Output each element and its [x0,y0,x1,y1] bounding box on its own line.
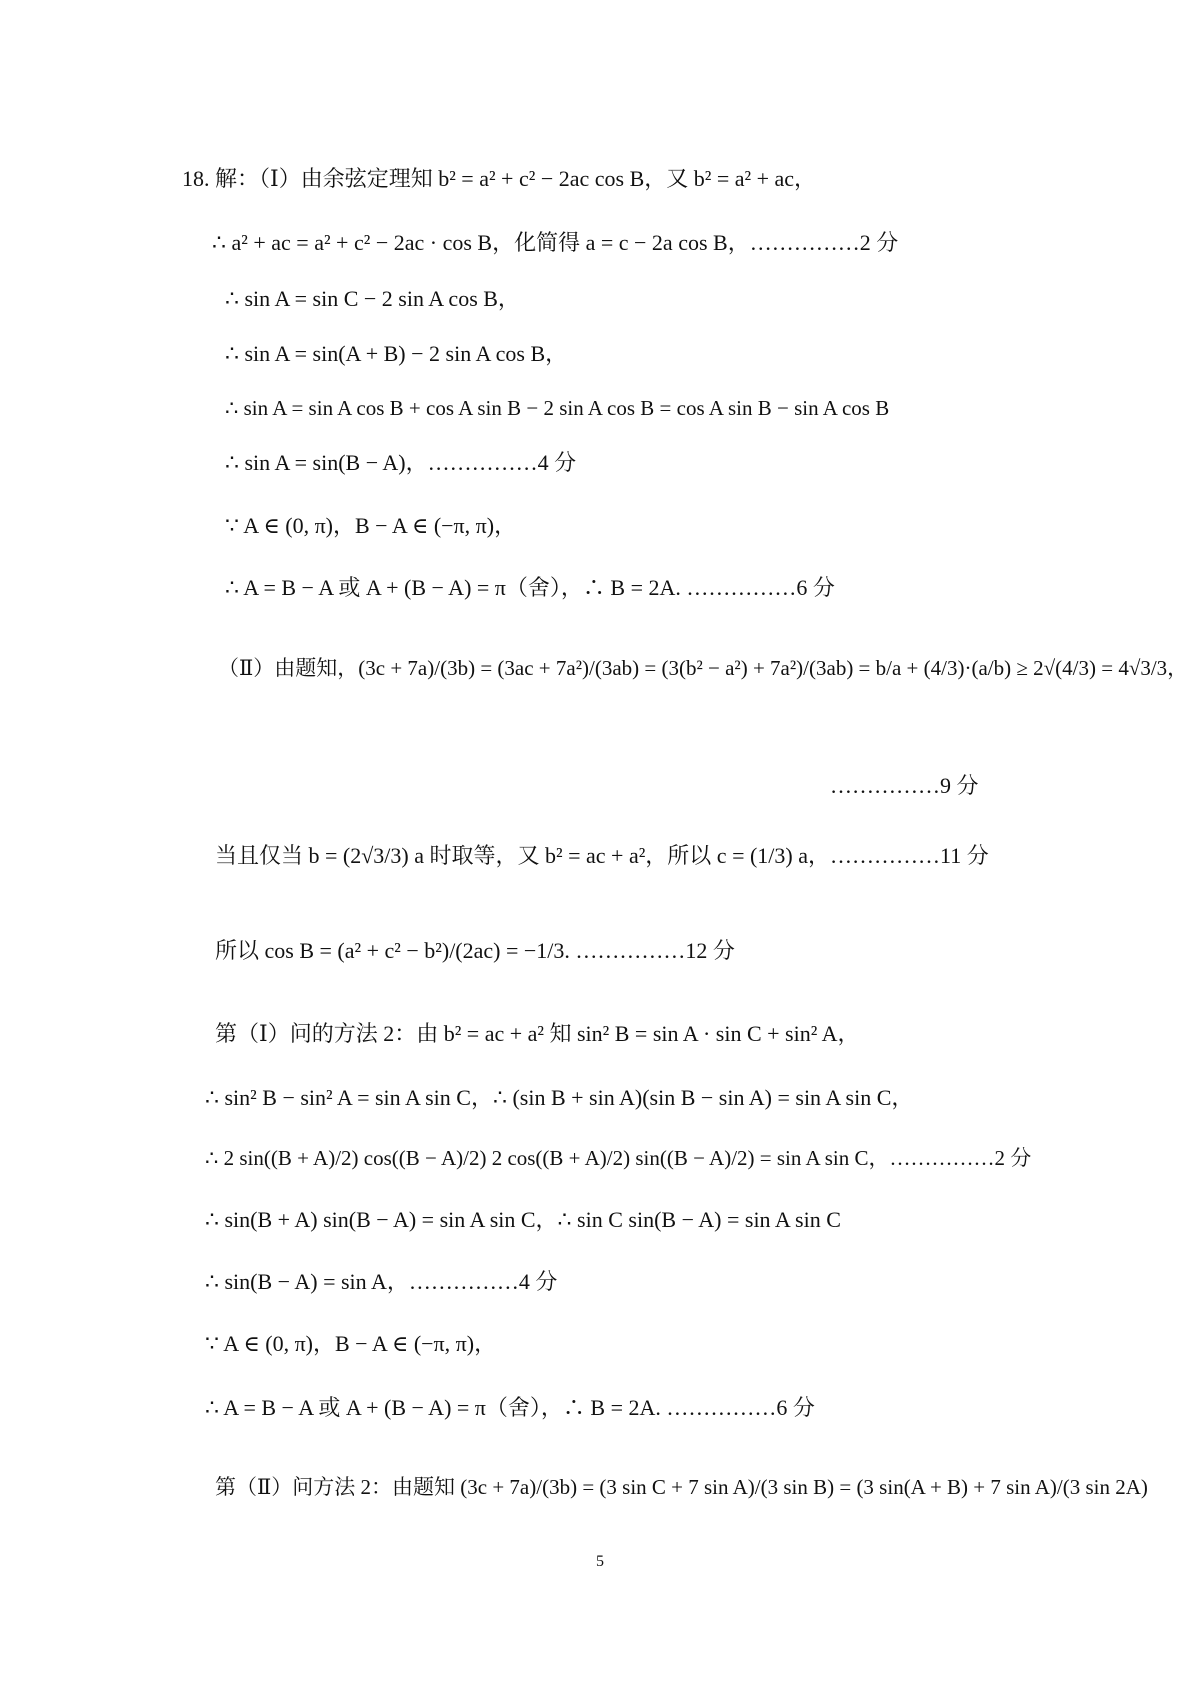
derivation-line: 所以 cos B = (a² + c² − b²)/(2ac) = −1/3. ……………12 分 [215,938,735,963]
page-number: 5 [596,1553,604,1570]
derivation-line: ∴ sin² B − sin² A = sin A sin C，∴ (sin B + sin A)(sin B − sin A) = sin A sin C， [205,1085,914,1110]
score-marker: ……………9 分 [830,773,979,798]
derivation-line: ∴ A = B − A 或 A + (B − A) = π（舍），∴ B = 2A. ……………6 分 [225,575,835,600]
derivation-line: ∴ a² + ac = a² + c² − 2ac · cos B，化简得 a = c − 2a cos B，……………2 分 [212,230,899,255]
derivation-line: ∴ 2 sin((B + A)/2) cos((B − A)/2) 2 cos((B + A)/2) sin((B − A)/2) = sin A sin C，……………2 分 [205,1146,1032,1170]
derivation-line: ∴ sin A = sin(B − A)，……………4 分 [225,450,577,475]
derivation-line: ∴ sin A = sin A cos B + cos A sin B − 2 sin A cos B = cos A sin B − sin A cos B [225,396,890,420]
derivation-line: ∴ sin(B + A) sin(B − A) = sin A sin C，∴ sin C sin(B − A) = sin A sin C [205,1207,841,1232]
derivation-line: ∵ A ∈ (0, π)，B − A ∈ (−π, π)， [205,1331,497,1356]
derivation-line: ∴ sin(B − A) = sin A，……………4 分 [205,1269,558,1294]
part-two-line: （Ⅱ）由题知，(3c + 7a)/(3b) = (3ac + 7a²)/(3ab) = (3(b² − a²) + 7a²)/(3ab) = b/a + (4/3)·(a/b) ≥ 2√(4/3) = 4√3/3， [218,656,1189,680]
method-two-part-two-line: 第（Ⅱ）问方法 2：由题知 (3c + 7a)/(3b) = (3 sin C + 7 sin A)/(3 sin B) = (3 sin(A + B) + 7 sin A)/(3 sin 2A) [215,1475,1148,1499]
method-two-header-line: 第（Ⅰ）问的方法 2：由 b² = ac + a² 知 sin² B = sin A · sin C + sin² A， [215,1021,860,1046]
solution-header-line: 18. 解：（Ⅰ）由余弦定理知 b² = a² + c² − 2ac cos B，又 b² = a² + ac， [182,166,817,191]
derivation-line: ∴ A = B − A 或 A + (B − A) = π（舍），∴ B = 2A. ……………6 分 [205,1395,815,1420]
derivation-line: ∵ A ∈ (0, π)，B − A ∈ (−π, π)， [225,513,517,538]
derivation-line: 当且仅当 b = (2√3/3) a 时取等，又 b² = ac + a²，所以 c = (1/3) a，……………11 分 [215,843,989,868]
derivation-line: ∴ sin A = sin(A + B) − 2 sin A cos B， [225,341,568,366]
derivation-line: ∴ sin A = sin C − 2 sin A cos B， [225,286,520,311]
